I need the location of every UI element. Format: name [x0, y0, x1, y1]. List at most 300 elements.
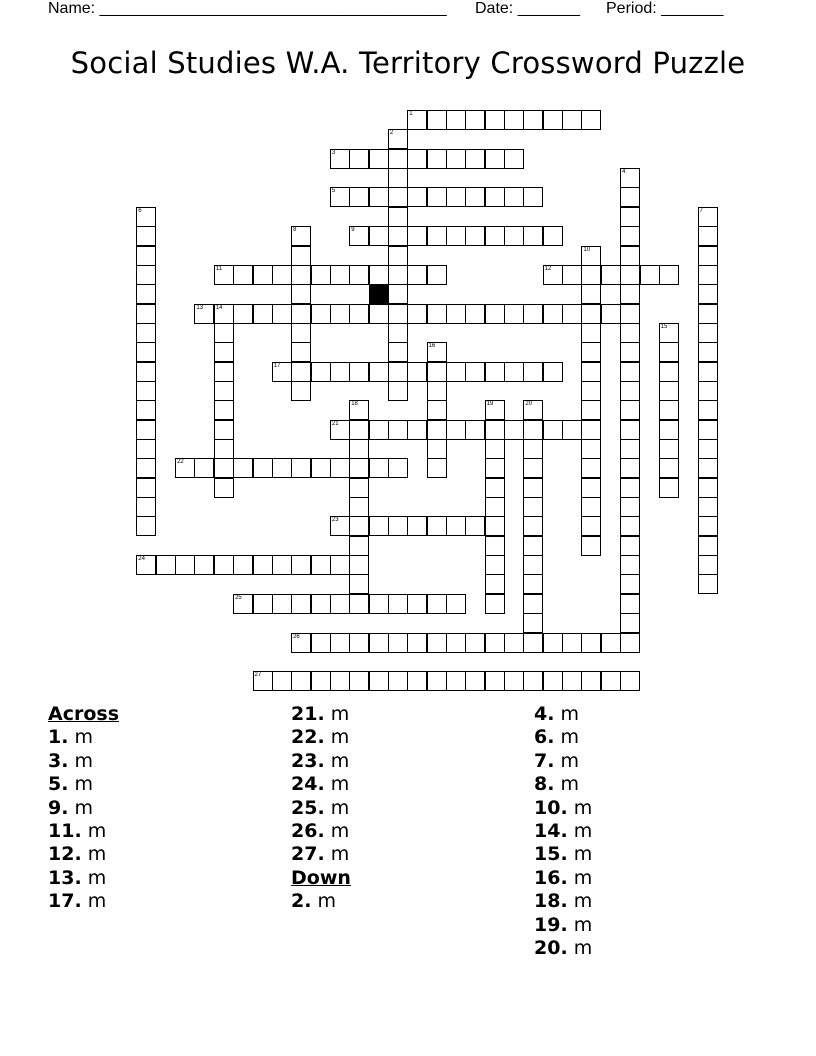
crossword-cell[interactable]: [698, 265, 718, 285]
crossword-cell[interactable]: [601, 671, 621, 691]
crossword-cell[interactable]: [427, 226, 447, 246]
crossword-cell[interactable]: [620, 362, 640, 382]
crossword-cell[interactable]: [349, 497, 369, 517]
crossword-cell[interactable]: [562, 420, 582, 440]
crossword-cell[interactable]: [214, 304, 234, 324]
crossword-cell[interactable]: [407, 671, 427, 691]
crossword-cell[interactable]: [194, 555, 214, 575]
crossword-cell[interactable]: [465, 671, 485, 691]
crossword-cell[interactable]: [698, 574, 718, 594]
crossword-cell[interactable]: [349, 516, 369, 536]
crossword-cell[interactable]: [698, 246, 718, 266]
crossword-cell[interactable]: [427, 110, 447, 130]
crossword-cell[interactable]: [136, 458, 156, 478]
crossword-cell[interactable]: [427, 458, 447, 478]
crossword-cell[interactable]: [698, 226, 718, 246]
crossword-cell[interactable]: [427, 400, 447, 420]
period-field[interactable]: Period: _______: [606, 0, 724, 17]
crossword-cell[interactable]: [465, 362, 485, 382]
crossword-cell[interactable]: [272, 594, 292, 614]
crossword-cell[interactable]: [581, 420, 601, 440]
crossword-cell[interactable]: [620, 323, 640, 343]
crossword-cell[interactable]: [581, 110, 601, 130]
crossword-cell[interactable]: [620, 497, 640, 517]
crossword-cell[interactable]: [620, 458, 640, 478]
crossword-cell[interactable]: [523, 613, 543, 633]
crossword-cell[interactable]: [581, 246, 601, 266]
crossword-cell[interactable]: [311, 265, 331, 285]
crossword-cell[interactable]: [485, 458, 505, 478]
crossword-cell[interactable]: [620, 613, 640, 633]
crossword-cell[interactable]: [446, 304, 466, 324]
crossword-cell[interactable]: [253, 594, 273, 614]
crossword-cell[interactable]: [349, 536, 369, 556]
crossword-cell[interactable]: [659, 265, 679, 285]
crossword-cell[interactable]: [485, 187, 505, 207]
crossword-cell[interactable]: [523, 555, 543, 575]
crossword-cell[interactable]: [175, 555, 195, 575]
crossword-cell[interactable]: [465, 149, 485, 169]
crossword-cell[interactable]: [427, 381, 447, 401]
crossword-cell[interactable]: [523, 110, 543, 130]
crossword-cell[interactable]: [253, 304, 273, 324]
crossword-cell[interactable]: [601, 265, 621, 285]
crossword-cell[interactable]: [349, 304, 369, 324]
crossword-cell[interactable]: [369, 458, 389, 478]
crossword-cell[interactable]: [465, 304, 485, 324]
crossword-cell[interactable]: [136, 497, 156, 517]
crossword-cell[interactable]: [330, 633, 350, 653]
crossword-cell[interactable]: [581, 284, 601, 304]
crossword-cell[interactable]: [620, 168, 640, 188]
crossword-cell[interactable]: [253, 265, 273, 285]
crossword-cell[interactable]: [272, 362, 292, 382]
crossword-cell[interactable]: [659, 400, 679, 420]
crossword-cell[interactable]: [311, 594, 331, 614]
crossword-cell[interactable]: [136, 323, 156, 343]
crossword-cell[interactable]: [388, 594, 408, 614]
crossword-cell[interactable]: [581, 265, 601, 285]
crossword-cell[interactable]: [485, 110, 505, 130]
crossword-cell[interactable]: [349, 458, 369, 478]
crossword-cell[interactable]: [136, 420, 156, 440]
crossword-cell[interactable]: [581, 304, 601, 324]
crossword-cell[interactable]: [407, 265, 427, 285]
crossword-cell[interactable]: [659, 478, 679, 498]
crossword-cell[interactable]: [543, 420, 563, 440]
name-field[interactable]: Name: _______________________________________: [48, 0, 447, 17]
crossword-cell[interactable]: [369, 362, 389, 382]
crossword-cell[interactable]: [581, 400, 601, 420]
crossword-cell[interactable]: [523, 536, 543, 556]
crossword-cell[interactable]: [523, 187, 543, 207]
crossword-cell[interactable]: [136, 207, 156, 227]
crossword-cell[interactable]: [291, 594, 311, 614]
crossword-cell[interactable]: [620, 400, 640, 420]
crossword-cell[interactable]: [620, 594, 640, 614]
crossword-cell[interactable]: [620, 439, 640, 459]
crossword-cell[interactable]: [523, 304, 543, 324]
crossword-cell[interactable]: [620, 304, 640, 324]
crossword-cell[interactable]: [388, 284, 408, 304]
crossword-cell[interactable]: [523, 633, 543, 653]
crossword-cell[interactable]: [233, 304, 253, 324]
crossword-cell[interactable]: [698, 342, 718, 362]
crossword-cell[interactable]: [369, 671, 389, 691]
crossword-cell[interactable]: [581, 478, 601, 498]
crossword-cell[interactable]: [369, 226, 389, 246]
crossword-cell[interactable]: [427, 187, 447, 207]
crossword-cell[interactable]: [465, 420, 485, 440]
crossword-cell[interactable]: [543, 362, 563, 382]
crossword-cell[interactable]: [581, 323, 601, 343]
crossword-cell[interactable]: [369, 149, 389, 169]
crossword-cell[interactable]: [330, 362, 350, 382]
crossword-cell[interactable]: [620, 226, 640, 246]
crossword-cell[interactable]: [311, 458, 331, 478]
crossword-cell[interactable]: [388, 168, 408, 188]
crossword-cell[interactable]: [504, 633, 524, 653]
crossword-cell[interactable]: [465, 633, 485, 653]
crossword-cell[interactable]: [698, 458, 718, 478]
crossword-cell[interactable]: [272, 671, 292, 691]
crossword-cell[interactable]: [388, 516, 408, 536]
crossword-cell[interactable]: [659, 458, 679, 478]
crossword-cell[interactable]: [698, 400, 718, 420]
crossword-cell[interactable]: [291, 323, 311, 343]
crossword-cell[interactable]: [369, 187, 389, 207]
crossword-cell[interactable]: [698, 362, 718, 382]
crossword-cell[interactable]: [349, 420, 369, 440]
crossword-cell[interactable]: [388, 362, 408, 382]
crossword-cell[interactable]: [620, 207, 640, 227]
crossword-cell[interactable]: [388, 342, 408, 362]
crossword-cell[interactable]: [349, 226, 369, 246]
crossword-cell[interactable]: [194, 458, 214, 478]
crossword-cell[interactable]: [311, 671, 331, 691]
crossword-cell[interactable]: [407, 226, 427, 246]
crossword-cell[interactable]: [504, 110, 524, 130]
crossword-cell[interactable]: [388, 149, 408, 169]
crossword-cell[interactable]: [291, 362, 311, 382]
crossword-cell[interactable]: [543, 304, 563, 324]
crossword-cell[interactable]: [388, 187, 408, 207]
crossword-cell[interactable]: [388, 381, 408, 401]
crossword-cell[interactable]: [523, 226, 543, 246]
crossword-cell[interactable]: [659, 420, 679, 440]
crossword-cell[interactable]: [485, 149, 505, 169]
crossword-cell[interactable]: [446, 594, 466, 614]
crossword-cell[interactable]: [562, 671, 582, 691]
crossword-cell[interactable]: [446, 633, 466, 653]
crossword-cell[interactable]: [214, 342, 234, 362]
crossword-cell[interactable]: [523, 516, 543, 536]
crossword-cell[interactable]: [407, 420, 427, 440]
crossword-cell[interactable]: [698, 323, 718, 343]
crossword-cell[interactable]: [194, 304, 214, 324]
crossword-cell[interactable]: [388, 671, 408, 691]
crossword-cell[interactable]: [698, 304, 718, 324]
crossword-cell[interactable]: [136, 439, 156, 459]
crossword-cell[interactable]: [620, 478, 640, 498]
crossword-cell[interactable]: [581, 516, 601, 536]
crossword-cell[interactable]: [562, 110, 582, 130]
crossword-cell[interactable]: [504, 187, 524, 207]
crossword-cell[interactable]: [330, 458, 350, 478]
crossword-cell[interactable]: [136, 478, 156, 498]
crossword-cell[interactable]: [504, 226, 524, 246]
crossword-cell[interactable]: [620, 671, 640, 691]
crossword-cell[interactable]: [562, 265, 582, 285]
crossword-cell[interactable]: [601, 304, 621, 324]
crossword-cell[interactable]: [504, 304, 524, 324]
crossword-cell[interactable]: [543, 226, 563, 246]
crossword-cell[interactable]: [620, 633, 640, 653]
crossword-cell[interactable]: [233, 458, 253, 478]
crossword-cell[interactable]: [253, 458, 273, 478]
crossword-cell[interactable]: [407, 594, 427, 614]
crossword-cell[interactable]: [485, 536, 505, 556]
crossword-cell[interactable]: [485, 420, 505, 440]
crossword-cell[interactable]: [349, 362, 369, 382]
crossword-cell[interactable]: [698, 555, 718, 575]
crossword-cell[interactable]: [214, 265, 234, 285]
crossword-cell[interactable]: [504, 420, 524, 440]
crossword-cell[interactable]: [349, 439, 369, 459]
crossword-cell[interactable]: [446, 362, 466, 382]
crossword-cell[interactable]: [485, 671, 505, 691]
crossword-cell[interactable]: [291, 671, 311, 691]
crossword-cell[interactable]: [291, 458, 311, 478]
crossword-cell[interactable]: [427, 304, 447, 324]
crossword-cell[interactable]: [620, 555, 640, 575]
crossword-cell[interactable]: [698, 497, 718, 517]
crossword-cell[interactable]: [620, 342, 640, 362]
crossword-cell[interactable]: [214, 400, 234, 420]
crossword-cell[interactable]: [581, 362, 601, 382]
crossword-cell[interactable]: [369, 304, 389, 324]
crossword-cell[interactable]: [311, 304, 331, 324]
crossword-cell[interactable]: [427, 516, 447, 536]
crossword-cell[interactable]: [330, 516, 350, 536]
crossword-cell[interactable]: [465, 187, 485, 207]
crossword-cell[interactable]: [388, 246, 408, 266]
crossword-cell[interactable]: [330, 187, 350, 207]
crossword-cell[interactable]: [485, 439, 505, 459]
crossword-cell[interactable]: [369, 594, 389, 614]
crossword-cell[interactable]: [640, 265, 660, 285]
crossword-cell[interactable]: [291, 381, 311, 401]
crossword-cell[interactable]: [620, 420, 640, 440]
crossword-cell[interactable]: [136, 555, 156, 575]
crossword-cell[interactable]: [620, 536, 640, 556]
crossword-cell[interactable]: [330, 304, 350, 324]
crossword-cell[interactable]: [523, 458, 543, 478]
crossword-cell[interactable]: [330, 149, 350, 169]
crossword-cell[interactable]: [427, 633, 447, 653]
crossword-cell[interactable]: [388, 207, 408, 227]
crossword-cell[interactable]: [214, 439, 234, 459]
crossword-cell[interactable]: [388, 633, 408, 653]
crossword-cell[interactable]: [620, 246, 640, 266]
crossword-cell[interactable]: [620, 265, 640, 285]
crossword-cell[interactable]: [523, 671, 543, 691]
crossword-cell[interactable]: [601, 633, 621, 653]
crossword-cell[interactable]: [330, 671, 350, 691]
crossword-cell[interactable]: [330, 420, 350, 440]
crossword-cell[interactable]: [407, 304, 427, 324]
date-field[interactable]: Date: _______: [475, 0, 580, 17]
crossword-cell[interactable]: [659, 439, 679, 459]
crossword-cell[interactable]: [136, 265, 156, 285]
crossword-cell[interactable]: [388, 323, 408, 343]
crossword-cell[interactable]: [136, 362, 156, 382]
crossword-cell[interactable]: [620, 284, 640, 304]
crossword-cell[interactable]: [291, 246, 311, 266]
crossword-cell[interactable]: [388, 458, 408, 478]
crossword-cell[interactable]: [504, 149, 524, 169]
crossword-cell[interactable]: [620, 516, 640, 536]
crossword-cell[interactable]: [698, 478, 718, 498]
crossword-cell[interactable]: [698, 284, 718, 304]
crossword-cell[interactable]: [446, 420, 466, 440]
crossword-cell[interactable]: [543, 265, 563, 285]
crossword-cell[interactable]: [446, 149, 466, 169]
crossword-cell[interactable]: [136, 226, 156, 246]
crossword-cell[interactable]: [698, 439, 718, 459]
crossword-cell[interactable]: [311, 362, 331, 382]
crossword-cell[interactable]: [698, 381, 718, 401]
crossword-cell[interactable]: [543, 110, 563, 130]
crossword-cell[interactable]: [388, 129, 408, 149]
crossword-cell[interactable]: [136, 304, 156, 324]
crossword-cell[interactable]: [272, 458, 292, 478]
crossword-cell[interactable]: [485, 400, 505, 420]
crossword-cell[interactable]: [446, 187, 466, 207]
crossword-cell[interactable]: [407, 110, 427, 130]
crossword-cell[interactable]: [504, 362, 524, 382]
crossword-cell[interactable]: [485, 304, 505, 324]
crossword-cell[interactable]: [349, 671, 369, 691]
crossword-cell[interactable]: [330, 555, 350, 575]
crossword-cell[interactable]: [136, 516, 156, 536]
crossword-cell[interactable]: [291, 265, 311, 285]
crossword-cell[interactable]: [349, 149, 369, 169]
crossword-cell[interactable]: [523, 400, 543, 420]
crossword-cell[interactable]: [388, 226, 408, 246]
crossword-cell[interactable]: [485, 594, 505, 614]
crossword-cell[interactable]: [330, 265, 350, 285]
crossword-cell[interactable]: [369, 420, 389, 440]
crossword-cell[interactable]: [465, 110, 485, 130]
crossword-cell[interactable]: [543, 633, 563, 653]
crossword-cell[interactable]: [272, 304, 292, 324]
crossword-cell[interactable]: [581, 458, 601, 478]
crossword-cell[interactable]: [543, 671, 563, 691]
crossword-cell[interactable]: [136, 381, 156, 401]
crossword-cell[interactable]: [214, 420, 234, 440]
crossword-cell[interactable]: [446, 671, 466, 691]
crossword-cell[interactable]: [291, 342, 311, 362]
crossword-cell[interactable]: [291, 304, 311, 324]
crossword-cell[interactable]: [581, 497, 601, 517]
crossword-cell[interactable]: [349, 574, 369, 594]
crossword-cell[interactable]: [291, 226, 311, 246]
crossword-cell[interactable]: [581, 439, 601, 459]
crossword-cell[interactable]: [504, 671, 524, 691]
crossword-cell[interactable]: [388, 265, 408, 285]
crossword-cell[interactable]: [311, 555, 331, 575]
crossword-cell[interactable]: [581, 671, 601, 691]
crossword-cell[interactable]: [427, 362, 447, 382]
crossword-cell[interactable]: [485, 362, 505, 382]
crossword-cell[interactable]: [311, 633, 331, 653]
crossword-cell[interactable]: [581, 381, 601, 401]
crossword-cell[interactable]: [214, 381, 234, 401]
crossword-cell[interactable]: [562, 633, 582, 653]
crossword-cell[interactable]: [407, 187, 427, 207]
crossword-cell[interactable]: [659, 342, 679, 362]
crossword-cell[interactable]: [659, 362, 679, 382]
crossword-cell[interactable]: [659, 323, 679, 343]
crossword-cell[interactable]: [523, 362, 543, 382]
crossword-cell[interactable]: [136, 400, 156, 420]
crossword-cell[interactable]: [369, 265, 389, 285]
crossword-cell[interactable]: [214, 458, 234, 478]
crossword-cell[interactable]: [465, 226, 485, 246]
crossword-cell[interactable]: [214, 555, 234, 575]
crossword-cell[interactable]: [620, 187, 640, 207]
crossword-cell[interactable]: [620, 574, 640, 594]
crossword-cell[interactable]: [465, 516, 485, 536]
crossword-cell[interactable]: [349, 633, 369, 653]
crossword-cell[interactable]: [523, 478, 543, 498]
crossword-cell[interactable]: [446, 226, 466, 246]
crossword-cell[interactable]: [485, 516, 505, 536]
crossword-cell[interactable]: [214, 362, 234, 382]
crossword-cell[interactable]: [659, 381, 679, 401]
crossword-cell[interactable]: [136, 284, 156, 304]
crossword-cell[interactable]: [272, 265, 292, 285]
crossword-cell[interactable]: [388, 420, 408, 440]
crossword-cell[interactable]: [485, 574, 505, 594]
crossword-cell[interactable]: [523, 497, 543, 517]
crossword-cell[interactable]: [523, 420, 543, 440]
crossword-cell[interactable]: [485, 633, 505, 653]
crossword-cell[interactable]: [233, 555, 253, 575]
crossword-cell[interactable]: [369, 633, 389, 653]
crossword-cell[interactable]: [427, 420, 447, 440]
crossword-cell[interactable]: [698, 207, 718, 227]
crossword-cell[interactable]: [369, 516, 389, 536]
crossword-cell[interactable]: [388, 304, 408, 324]
crossword-cell[interactable]: [175, 458, 195, 478]
crossword-cell[interactable]: [523, 574, 543, 594]
crossword-cell[interactable]: [214, 323, 234, 343]
crossword-cell[interactable]: [581, 342, 601, 362]
crossword-cell[interactable]: [407, 362, 427, 382]
crossword-cell[interactable]: [349, 400, 369, 420]
crossword-cell[interactable]: [291, 284, 311, 304]
crossword-cell[interactable]: [233, 594, 253, 614]
crossword-cell[interactable]: [446, 110, 466, 130]
crossword-cell[interactable]: [523, 594, 543, 614]
crossword-cell[interactable]: [523, 439, 543, 459]
crossword-cell[interactable]: [581, 633, 601, 653]
crossword-cell[interactable]: [349, 555, 369, 575]
crossword-cell[interactable]: [581, 536, 601, 556]
crossword-cell[interactable]: [407, 516, 427, 536]
